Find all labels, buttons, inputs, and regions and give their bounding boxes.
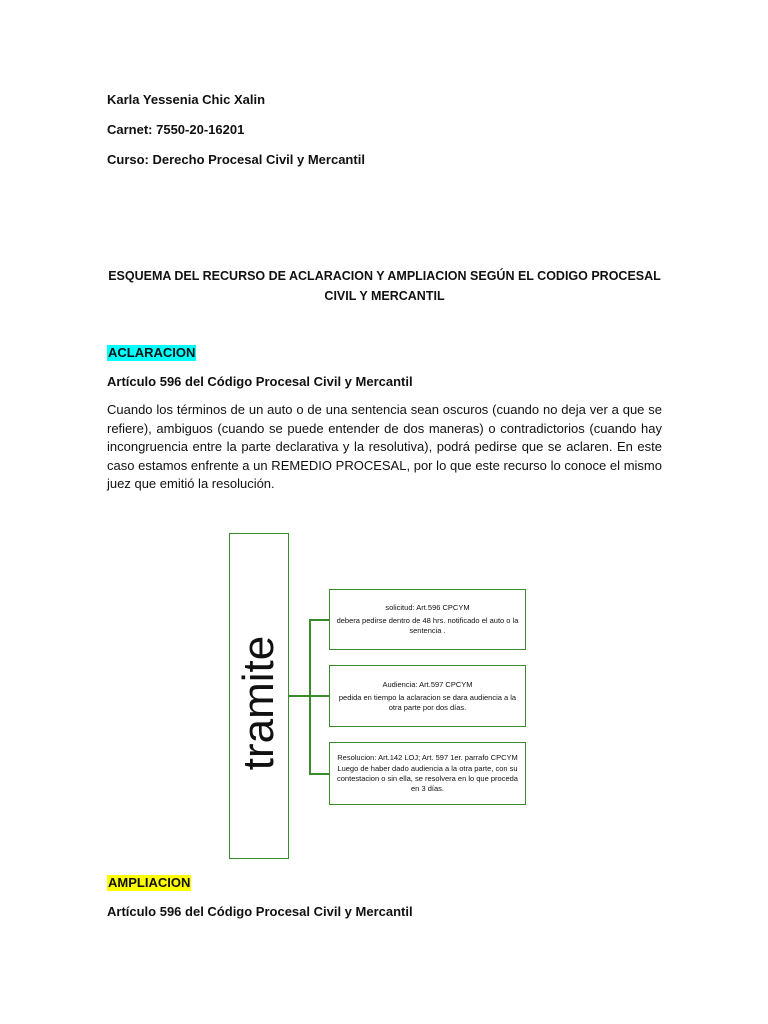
article-reference-ampliacion: Artículo 596 del Código Procesal Civil y Mercantil	[107, 904, 413, 919]
node-body: Luego de haber dado audiencia a la otra parte, con su contestacion o sin ella, se resolvera en lo que proceda en 3 días.	[337, 764, 518, 793]
diagram-node-audiencia	[329, 665, 526, 727]
node-title: solicitud: Art.596 CPCYM	[385, 603, 470, 612]
connector-trunk	[309, 619, 311, 774]
document-title: ESQUEMA DEL RECURSO DE ACLARACION Y AMPLIACION SEGÚN EL CODIGO PROCESAL CIVIL Y MERCANTIL	[108, 269, 661, 303]
diagram-node-solicitud	[329, 589, 526, 650]
node-title: Resolucion: Art.142 LOJ; Art. 597 1er. parrafo CPCYM	[337, 753, 518, 762]
node-body: debera pedirse dentro de 48 hrs. notificado el auto o la sentencia .	[336, 616, 519, 635]
section-heading-ampliacion: AMPLIACION	[108, 875, 191, 890]
diagram-node-resolucion	[329, 742, 526, 805]
student-name: Karla Yessenia Chic Xalin	[107, 92, 266, 107]
connector-branch-2	[309, 695, 330, 697]
connector-branch-3	[309, 773, 330, 775]
connector-root	[289, 695, 310, 697]
node-body: pedida en tiempo la aclaracion se dara audiencia a la otra parte por dos días.	[338, 692, 517, 712]
section-heading-aclaracion: ACLARACION	[108, 345, 196, 360]
connector-branch-1	[309, 619, 330, 621]
node-title: Audiencia: Art.597 CPCYM	[382, 679, 473, 689]
carnet-line: Carnet: 7550-20-16201	[107, 122, 245, 137]
course-line: Curso: Derecho Procesal Civil y Mercantil	[107, 152, 365, 167]
aclaracion-paragraph: Cuando los términos de un auto o de una sentencia sean oscuros (cuando no deja ver a que se refiere), ambiguos (cuando se puede entender de dos maneras) o contradictorios (cuando hay incongruencia entre la parte declarativa y la resolutiva), podrá pedirse que se aclaren. En este caso estamos enfrente a un REMEDIO PROCESAL, por lo que este recurso lo conoce el mismo juez que emitió la resolución.	[107, 402, 662, 491]
article-reference-aclaracion: Artículo 596 del Código Procesal Civil y Mercantil	[107, 374, 413, 389]
tramite-root-label: tramite	[234, 635, 283, 771]
